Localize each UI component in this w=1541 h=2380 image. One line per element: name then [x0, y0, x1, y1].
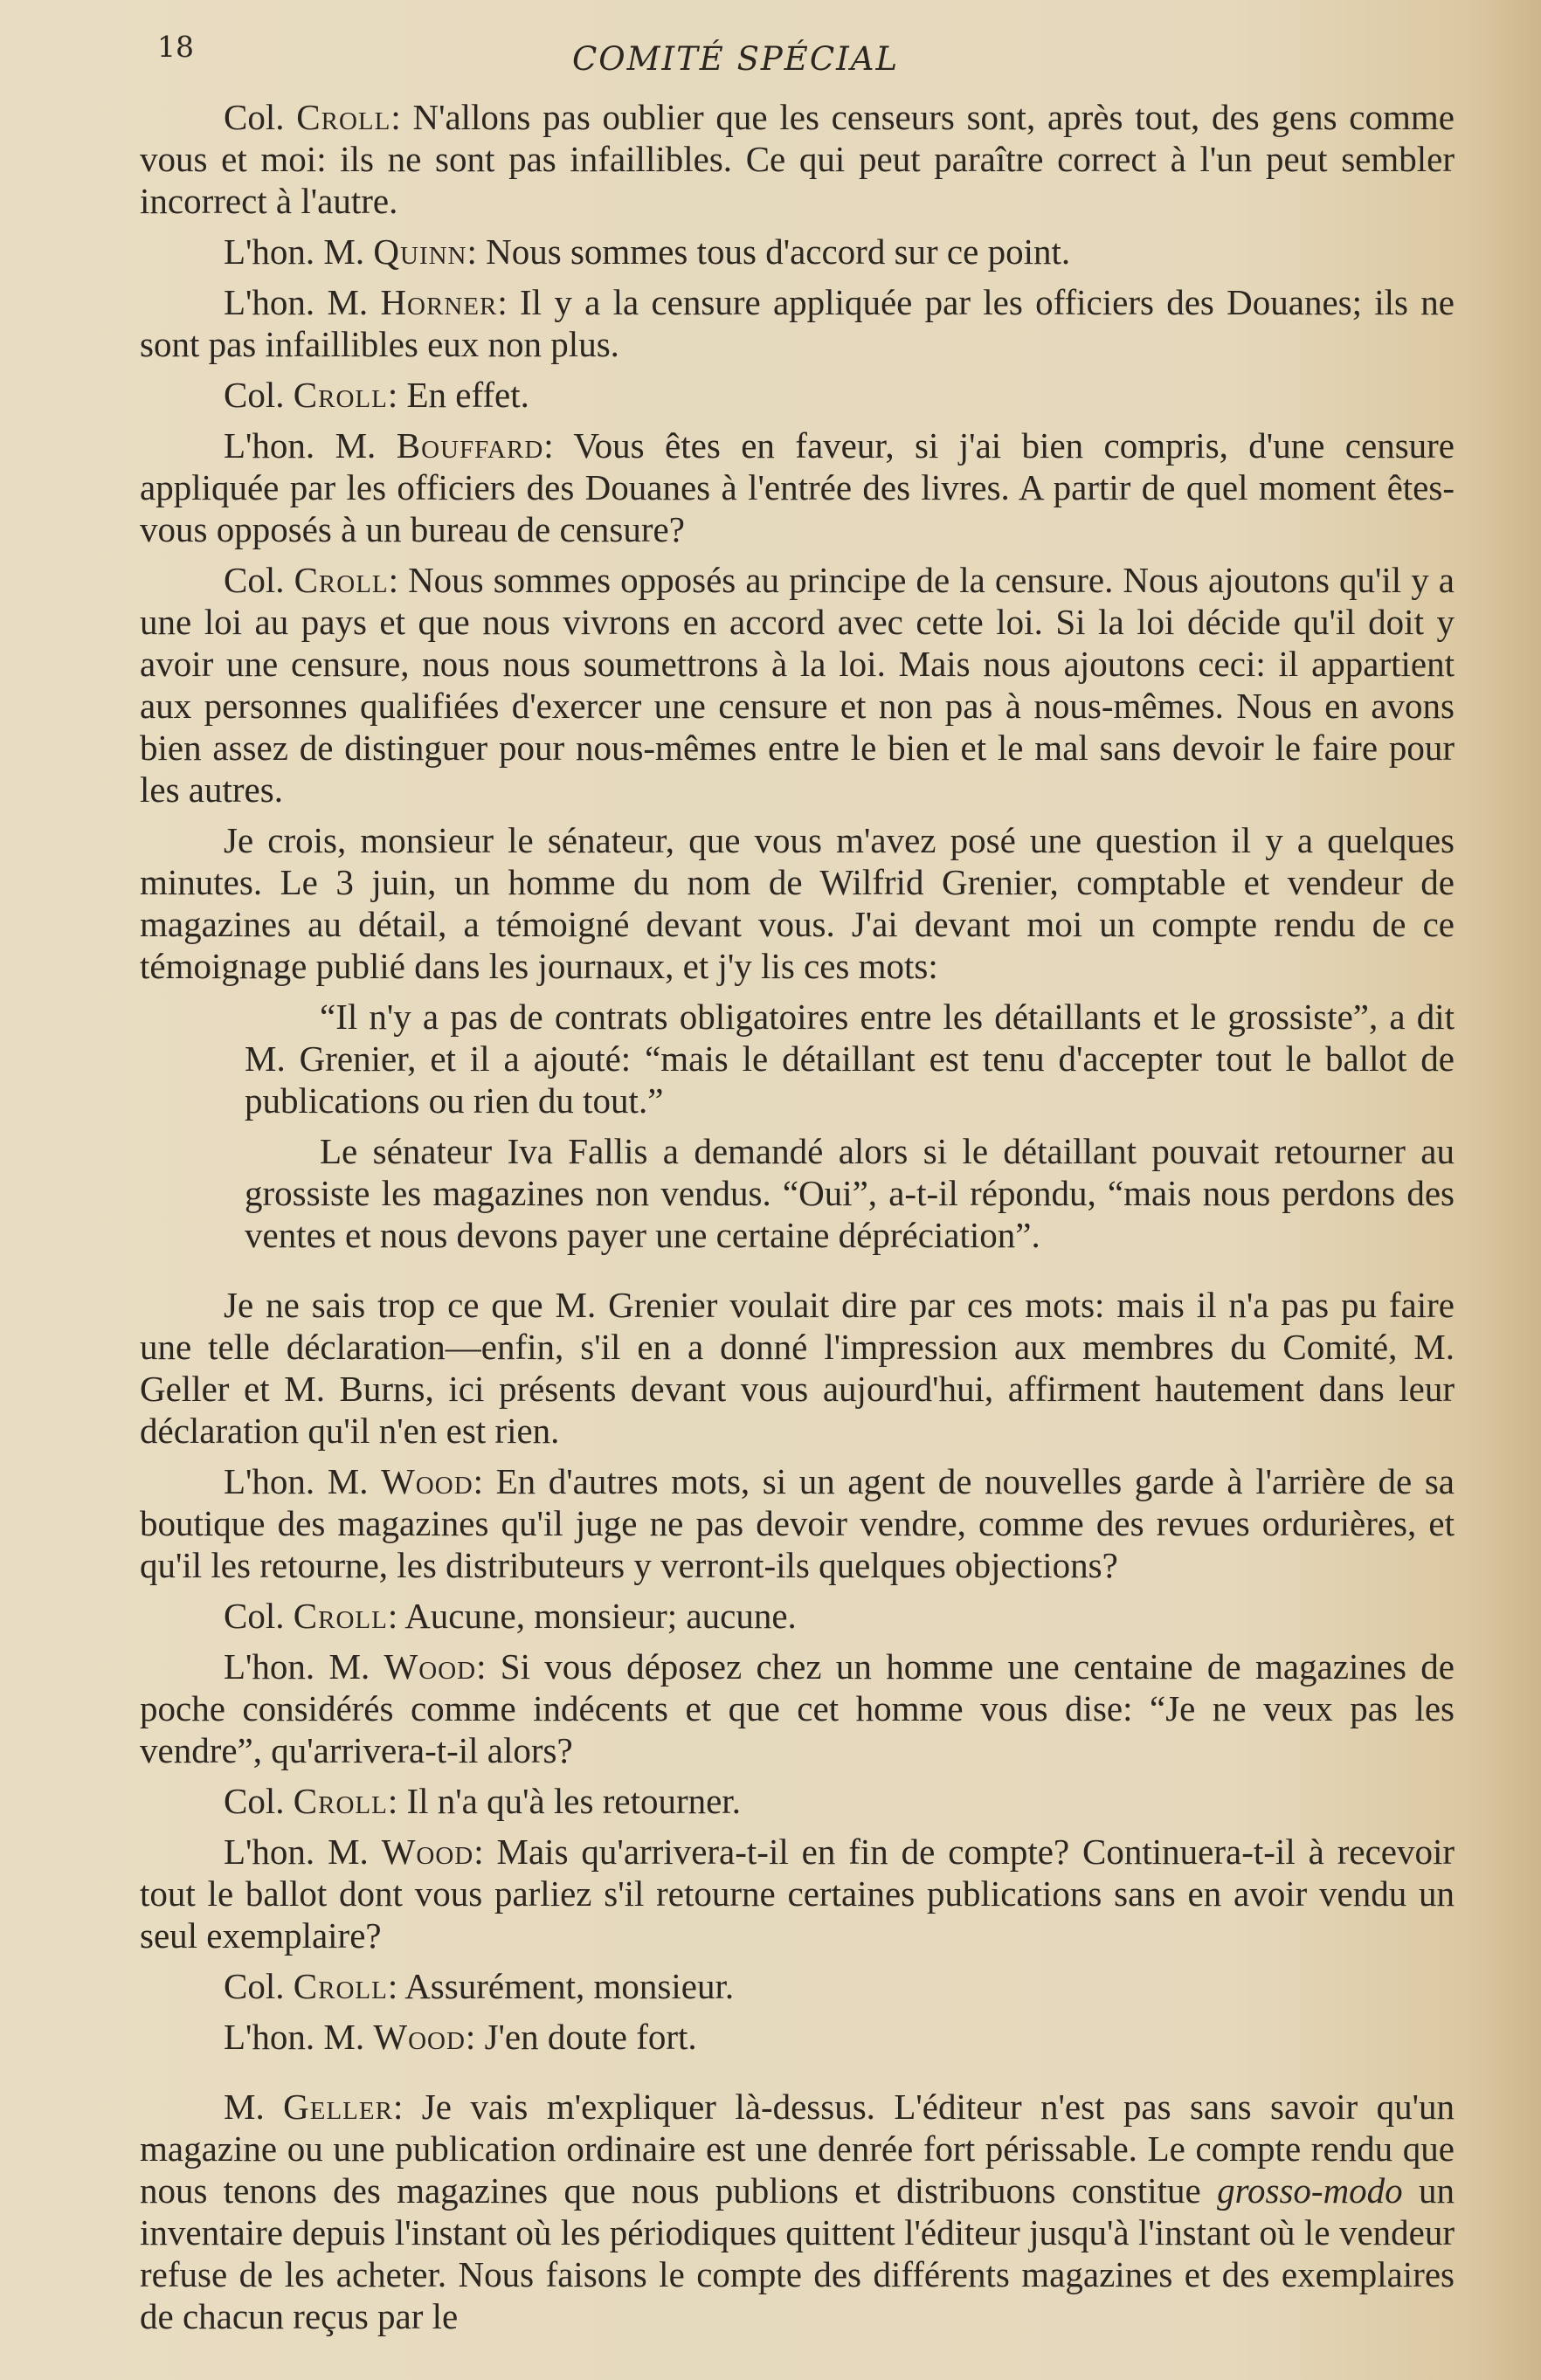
- italic-term: grosso-modo: [1217, 2170, 1403, 2211]
- body-text: [140, 96, 1455, 2346]
- running-title: COMITÉ SPÉCIAL: [571, 40, 900, 78]
- speaker-name: Geller: [283, 2087, 393, 2127]
- block-quote: Le sénateur Iva Fallis a demandé alors si le détaillant pouvait retourner au grossiste les magazines non vendus. “Oui”, a-t-il répondu, “mais nous perdons des ventes et nous devons payer une certaine dépréciation”.: [245, 1131, 1455, 1255]
- speaker-name: Wood: [381, 1832, 474, 1872]
- speaker-name: Wood: [384, 1646, 477, 1687]
- speaker-name: Wood: [381, 1461, 473, 1501]
- paragraph: Col. Croll: N'allons pas oublier que les censeurs sont, après tout, des gens comme vous et moi: ils ne sont pas infaillibles. Ce qui peut paraître correct à l'un peut sembler incorrect à l'autre.: [140, 97, 1455, 221]
- speaker-name: Croll: [294, 560, 389, 600]
- speaker-name: Quinn: [373, 231, 467, 272]
- paragraph: L'hon. M. Quinn: Nous sommes tous d'accord sur ce point.: [224, 231, 1071, 272]
- speaker-name: Croll: [293, 1781, 388, 1821]
- paragraph: L'hon. M. Wood: Si vous déposez chez un homme une centaine de magazines de poche considérés comme indécents et que cet homme vous dise: “Je ne veux pas les vendre”, qu'arrivera-t-il alors?: [140, 1646, 1455, 1770]
- paragraph: L'hon. M. Wood: En d'autres mots, si un agent de nouvelles garde à l'arrière de sa boutique des magazines qu'il juge ne pas devoir vendre, comme des revues ordurières, et qu'il les retourne, les distributeurs y verront-ils quelques objections?: [140, 1461, 1455, 1585]
- speaker-name: Horner: [380, 282, 498, 322]
- speaker-name: Croll: [293, 1596, 388, 1636]
- paragraph: Je crois, monsieur le sénateur, que vous m'avez posé une question il y a quelques minutes. Le 3 juin, un homme du nom de Wilfrid Grenier, comptable et vendeur de magazines au détail, a témoigné devant vous. J'ai devant moi un compte rendu de ce témoignage publié dans les journaux, et j'y lis ces mots:: [140, 820, 1455, 986]
- speaker-name: Bouffard: [396, 425, 544, 466]
- paragraph: Col. Croll: Assurément, monsieur.: [224, 1966, 735, 2006]
- speaker-name: Croll: [293, 375, 388, 415]
- paragraph: L'hon. M. Bouffard: Vous êtes en faveur, si j'ai bien compris, d'une censure appliquée par les officiers des Douanes à l'entrée des livres. A partir de quel moment êtes-vous opposés à un bureau de censure?: [140, 425, 1455, 549]
- paragraph: Col. Croll: Aucune, monsieur; aucune.: [224, 1596, 797, 1636]
- speaker-name: Wood: [373, 2017, 466, 2057]
- paragraph: M. Geller: Je vais m'expliquer là-dessus. L'éditeur n'est pas sans savoir qu'un magazine ou une publication ordinaire est une denrée fort périssable. Le compte rendu que nous tenons des magazines que nous publions et distribuons constitue grosso-modo un inventaire depuis l'instant où les périodiques quittent l'éditeur jusqu'à l'instant où le vendeur refuse de les acheter. Nous faisons le compte des différents magazines et des exemplaires de chacun reçus par le: [140, 2087, 1455, 2336]
- paragraph: Col. Croll: Nous sommes opposés au principe de la censure. Nous ajoutons qu'il y a une loi au pays et que nous vivrons en accord avec cette loi. Si la loi décide qu'il doit y avoir une censure, nous nous soumettrons à la loi. Mais nous ajoutons ceci: il appartient aux personnes qualifiées d'exercer une censure et non pas à nous-mêmes. Nous en avons bien assez de distinguer pour nous-mêmes entre le bien et le mal sans devoir le faire pour les autres.: [140, 560, 1455, 810]
- speaker-name: Croll: [293, 1966, 388, 2006]
- block-quote: “Il n'y a pas de contrats obligatoires entre les détaillants et le grossiste”, a dit M. Grenier, et il a ajouté: “mais le détaillant est tenu d'accepter tout le ballot de publications ou rien du tout.”: [245, 997, 1455, 1121]
- paragraph: L'hon. M. Wood: J'en doute fort.: [224, 2017, 697, 2057]
- paragraph: Je ne sais trop ce que M. Grenier voulait dire par ces mots: mais il n'a pas pu faire une telle déclaration—enfin, s'il en a donné l'impression aux membres du Comité, M. Geller et M. Burns, ici présents devant vous aujourd'hui, affirment hautement dans leur déclaration qu'il n'en est rien.: [140, 1285, 1455, 1451]
- page-number: 18: [157, 30, 194, 64]
- speaker-name: Croll: [296, 97, 391, 137]
- paragraph: Col. Croll: Il n'a qu'à les retourner.: [224, 1781, 741, 1821]
- paragraph: Col. Croll: En effet.: [224, 375, 529, 415]
- paragraph: L'hon. M. Wood: Mais qu'arrivera-t-il en fin de compte? Continuera-t-il à recevoir tout le ballot dont vous parliez s'il retourne certaines publications sans en avoir vendu un seul exemplaire?: [140, 1832, 1455, 1956]
- paragraph: L'hon. M. Horner: Il y a la censure appliquée par les officiers des Douanes; ils ne sont pas infaillibles eux non plus.: [140, 282, 1455, 364]
- running-head: [157, 30, 1314, 82]
